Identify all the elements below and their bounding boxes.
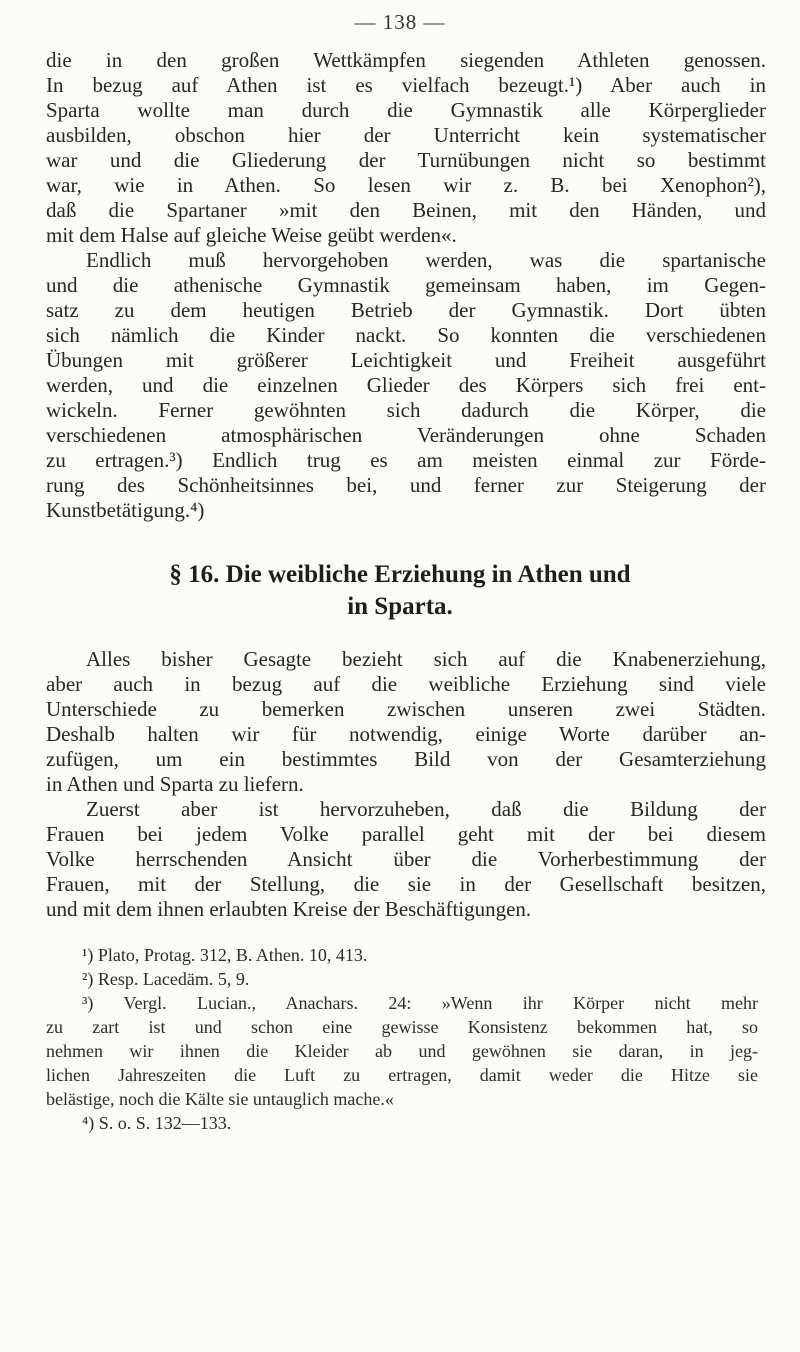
text-line: ausbilden, obschon hier der Unterricht kein systematischer: [46, 123, 766, 147]
text-line: und mit dem ihnen erlaubten Kreise der Beschäftigungen.: [46, 897, 532, 921]
text-line: Alles bisher Gesagte bezieht sich auf die Knabenerziehung,: [86, 647, 766, 671]
footnote-3-line: lichen Jahreszeiten die Luft zu ertragen, damit weder die Hitze sie: [46, 1065, 758, 1085]
footnote-3-line: zu zart ist und schon eine gewisse Konsistenz bekommen hat, so: [46, 1017, 758, 1037]
text-line: sich nämlich die Kinder nackt. So konnten die verschiedenen: [46, 323, 766, 347]
footnote-1: ¹) Plato, Protag. 312, B. Athen. 10, 413.: [82, 945, 368, 965]
text-line: Deshalb halten wir für notwendig, einige Worte darüber an-: [46, 722, 766, 746]
text-line: mit dem Halse auf gleiche Weise geübt werden«.: [46, 223, 457, 247]
page-number: — 138 —: [354, 10, 446, 34]
text-line: Frauen bei jedem Volke parallel geht mit der bei diesem: [46, 822, 766, 846]
footnote-3-line: nehmen wir ihnen die Kleider ab und gewöhnen sie daran, in jeg-: [46, 1041, 758, 1061]
text-line: war, wie in Athen. So lesen wir z. B. bei Xenophon²),: [46, 173, 766, 197]
text-line: werden, und die einzelnen Glieder des Körpers sich frei ent-: [46, 373, 766, 397]
text-line: zufügen, um ein bestimmtes Bild von der Gesamterziehung: [46, 747, 766, 771]
text-line: war und die Gliederung der Turnübungen nicht so bestimmt: [46, 148, 766, 172]
text-line: zu ertragen.³) Endlich trug es am meisten einmal zur Förde-: [46, 448, 766, 472]
text-line: und die athenische Gymnastik gemeinsam haben, im Gegen-: [46, 273, 766, 297]
text-line: Frauen, mit der Stellung, die sie in der Gesellschaft besitzen,: [46, 872, 766, 896]
section-heading-line: § 16. Die weibliche Erziehung in Athen und: [169, 561, 631, 588]
footnote-3-line: belästige, noch die Kälte sie untauglich mache.«: [46, 1089, 394, 1109]
text-line: rung des Schönheitsinnes bei, und ferner zur Steigerung der: [46, 473, 766, 497]
text-line: daß die Spartaner »mit den Beinen, mit den Händen, und: [46, 198, 766, 222]
text-line: Kunstbetätigung.⁴): [46, 498, 205, 522]
section-heading-line: in Sparta.: [347, 593, 453, 620]
footnote-4: ⁴) S. o. S. 132—133.: [82, 1113, 232, 1133]
text-line: in Athen und Sparta zu liefern.: [46, 772, 304, 796]
footnote-2: ²) Resp. Lacedäm. 5, 9.: [82, 969, 250, 989]
text-line: die in den großen Wettkämpfen siegenden Athleten genossen.: [46, 48, 766, 72]
text-line: wickeln. Ferner gewöhnten sich dadurch die Körper, die: [46, 398, 766, 422]
text-line: Unterschiede zu bemerken zwischen unseren zwei Städten.: [46, 697, 766, 721]
text-line: satz zu dem heutigen Betrieb der Gymnastik. Dort übten: [46, 298, 766, 322]
text-line: Zuerst aber ist hervorzuheben, daß die Bildung der: [86, 797, 766, 821]
text-line: verschiedenen atmosphärischen Veränderungen ohne Schaden: [46, 423, 766, 447]
text-line: Volke herrschenden Ansicht über die Vorherbestimmung der: [46, 847, 766, 871]
text-line: In bezug auf Athen ist es vielfach bezeugt.¹) Aber auch in: [46, 73, 766, 97]
text-line: Endlich muß hervorgehoben werden, was die spartanische: [86, 248, 766, 272]
text-line: Sparta wollte man durch die Gymnastik alle Körperglieder: [46, 98, 766, 122]
footnote-3: ³) Vergl. Lucian., Anachars. 24: »Wenn ihr Körper nicht mehr: [82, 993, 758, 1013]
text-line: aber auch in bezug auf die weibliche Erziehung sind viele: [46, 672, 766, 696]
text-line: Übungen mit größerer Leichtigkeit und Freiheit ausgeführt: [46, 348, 766, 372]
